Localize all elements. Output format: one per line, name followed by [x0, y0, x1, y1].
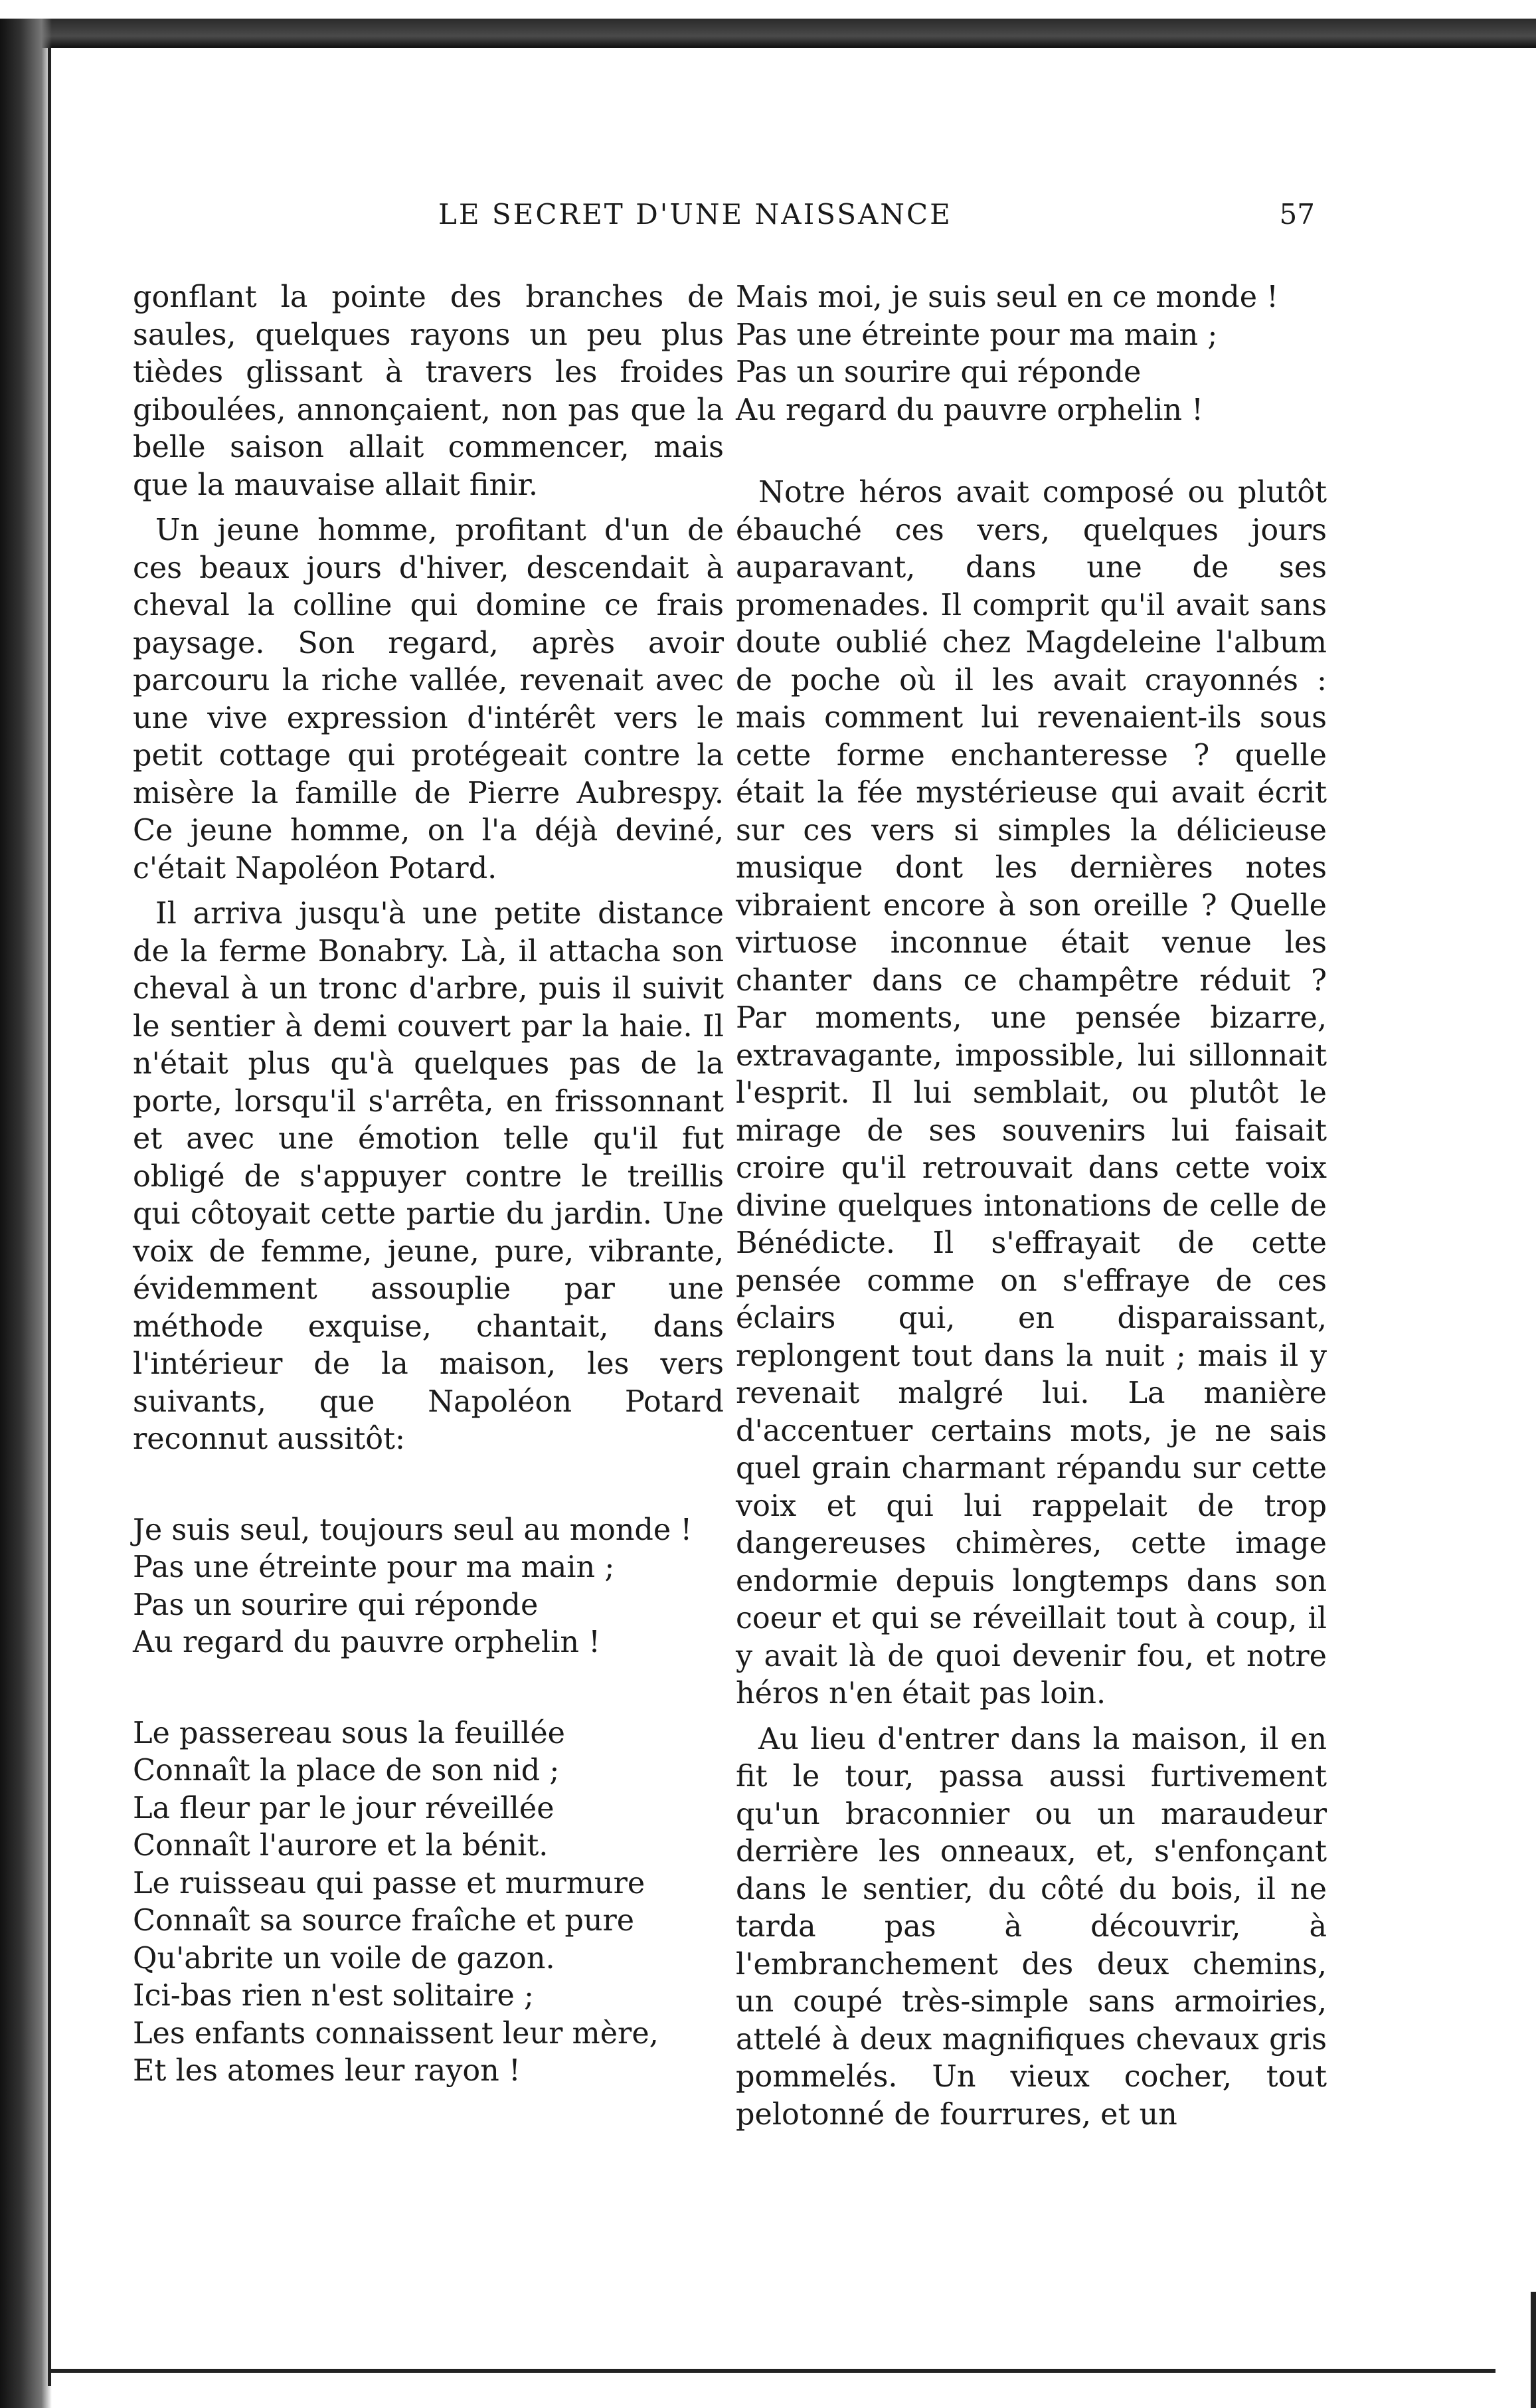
right-column [736, 279, 1327, 2134]
spacer [133, 1459, 724, 1512]
verse-line: Ici-bas rien n'est solitaire ; [133, 1979, 534, 2013]
scan-left-border [0, 19, 52, 2408]
verse-line: Connaît la place de son nid ; [133, 1754, 560, 1788]
page-header [133, 198, 1315, 251]
scan-bottom-rule [48, 2369, 1495, 2373]
verse-line: Le passereau sous la feuillée [133, 1716, 566, 1750]
spacer [736, 429, 1327, 466]
scan-left-rule [48, 48, 51, 2386]
verse-line: Pas un sourire qui réponde [133, 1588, 539, 1622]
verse-line: La fleur par le jour réveillée [133, 1791, 555, 1825]
verse-stanza-1 [133, 1512, 724, 1662]
verse-line: Pas une étreinte pour ma main ; [133, 1550, 615, 1584]
verse-line: Au regard du pauvre orphelin ! [736, 393, 1204, 427]
verse-stanza-3 [736, 279, 1327, 429]
verse-line: Et les atomes leur rayon ! [133, 2054, 521, 2088]
scan-right-edge [1531, 2292, 1536, 2408]
left-column [133, 279, 724, 2090]
verse-stanza-2 [133, 1715, 724, 2090]
verse-line: Qu'abrite un voile de gazon. [133, 1941, 555, 1976]
paragraph-3: Il arriva jusqu'à une petite distance de la ferme Bonabry. Là, il attacha son cheval à un tronc d'arbre, puis il suivit le sentier à demi couvert par la haie. Il n'était plus qu'à quelques pas de la porte, lorsqu'il s'arrêta, en frissonnant et avec une émotion telle qu'il fut obligé de s'appuyer contre le treillis qui côtoyait cette partie du jardin. Une voix de femme, jeune, pure, vibrante, évidemment assouplie par une méthode exquise, chantait, dans l'intérieur de la maison, les vers suivants, que Napoléon Potard reconnut aussitôt: [133, 897, 724, 1456]
verse-line: Les enfants connaissent leur mère, [133, 2016, 659, 2051]
paragraph-4: Notre héros avait composé ou plutôt ébauché ces vers, quelques jours auparavant, dans une de ses promenades. Il comprit qu'il avait sans doute oublié chez Magdeleine l'album de poche où il les avait crayonnés : mais comment lui revenaient-ils sous cette forme enchanteresse ? quelle était la fée mystérieuse qui avait écrit sur ces vers si simples la délicieuse musique dont les dernières notes vibraient encore à son oreille ? Quelle virtuose inconnue était venue les chanter dans ce champêtre réduit ? Par moments, une pensée bizarre, extravagante, impossible, lui sillonnait l'esprit. Il lui semblait, ou plutôt le mirage de ses souvenirs lui faisait croire qu'il retrouvait dans cette voix divine quelques intonations de celle de Bénédicte. Il s'effrayait de cette pensée comme on s'effraye de ces éclairs qui, en disparaissant, replongent tout dans la nuit ; mais il y revenait malgré lui. La manière d'accentuer certains mots, je ne sais quel grain charmant répandu sur cette voix et qui lui rappelait de trop dangereuses chimères, cette image endormie depuis longtemps dans son coeur et qui se réveillait tout à coup, il y avait là de quoi devenir fou, et notre héros n'en était pas loin. [736, 476, 1327, 1711]
verse-line: Connaît l'aurore et la bénit. [133, 1829, 549, 1863]
spacer [133, 1662, 724, 1715]
verse-line: Pas une étreinte pour ma main ; [736, 318, 1218, 352]
verse-line: Pas un sourire qui réponde [736, 355, 1142, 389]
scan-top-border [0, 19, 1536, 48]
verse-line: Au regard du pauvre orphelin ! [133, 1625, 601, 1659]
verse-line: Le ruisseau qui passe et murmure [133, 1866, 645, 1900]
verse-line: Mais moi, je suis seul en ce monde ! [736, 280, 1279, 314]
verse-line: Je suis seul, toujours seul au monde ! [133, 1513, 693, 1547]
running-title: LE SECRET D'UNE NAISSANCE [438, 198, 952, 231]
paragraph-5: Au lieu d'entrer dans la maison, il en fit le tour, passa aussi furtivement qu'un braconnier ou un maraudeur derrière les onneaux, et, s'enfonçant dans le sentier, du côté du bois, il ne tarda pas à découvrir, à l'embranchement des deux chemins, un coupé très-simple sans armoiries, attelé à deux magnifiques chevaux gris pommelés. Un vieux cocher, tout pelotonné de fourrures, et un [736, 1722, 1327, 2132]
page-number: 57 [1279, 198, 1315, 231]
paragraph-2: Un jeune homme, profitant d'un de ces beaux jours d'hiver, descendait à cheval la colline qui domine ce frais paysage. Son regard, après avoir parcouru la riche vallée, revenait avec une vive expression d'intérêt vers le petit cottage qui protégeait contre la misère la famille de Pierre Aubrespy. Ce jeune homme, on l'a déjà deviné, c'était Napoléon Potard. [133, 513, 724, 885]
paragraph-1: gonflant la pointe des branches de saules, quelques rayons un peu plus tièdes glissant à travers les froides giboulées, annonçaient, non pas que la belle saison allait commencer, mais que la mauvaise allait finir. [133, 280, 724, 502]
verse-line: Connaît sa source fraîche et pure [133, 1904, 635, 1938]
